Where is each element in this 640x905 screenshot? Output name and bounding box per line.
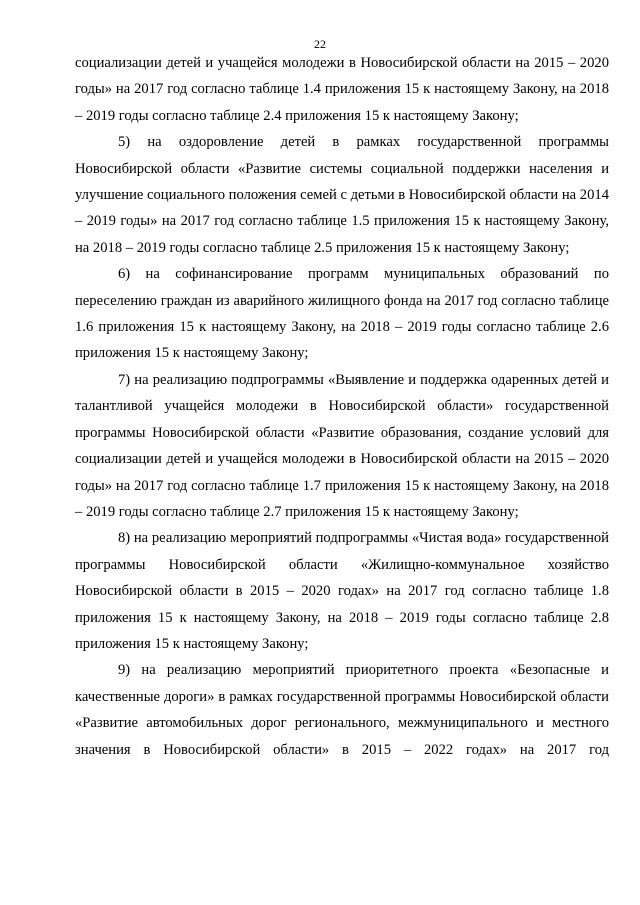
paragraph-item-7: 7) на реализацию подпрограммы «Выявление и поддержка одаренных детей и талантливой учащейся молодежи в Новосибирской области» государственной программы Новосибирской области «Развитие образования, создание условий для социализации детей и учащейся молодежи в Новосибирской области на 2015 – 2020 годы» на 2017 год согласно таблице 1.7 приложения 15 к настоящему Закону, на 2018 – 2019 годы согласно таблице 2.7 приложения 15 к настоящему Закону; [75,371,609,520]
paragraph-item-5: 5) на оздоровление детей в рамках государственной программы Новосибирской области «Развитие системы социальной поддержки населения и улучшение социального положения семей с детьми в Новосибирской области на 2014 – 2019 годы» на 2017 год согласно таблице 1.5 приложения 15 к настоящему Закону, на 2018 – 2019 годы согласно таблице 2.5 приложения 15 к настоящему Закону; [75,134,609,256]
page-number: 22 [314,37,326,51]
document-body [75,50,609,763]
paragraph-item-8: 8) на реализацию мероприятий подпрограммы «Чистая вода» государственной программы Новосибирской области «Жилищно-коммунальное хозяйство Новосибирской области в 2015 – 2020 годах» на 2017 год согласно таблице 1.8 приложения 15 к настоящему Закону, на 2018 – 2019 годы согласно таблице 2.8 приложения 15 к настоящему Закону; [75,530,609,652]
paragraph-continuation: социализации детей и учащейся молодежи в Новосибирской области на 2015 – 2020 годы» на 2017 год согласно таблице 1.4 приложения 15 к настоящему Закону, на 2018 – 2019 годы согласно таблице 2.4 приложения 15 к настоящему Закону; [75,55,609,124]
paragraph-item-6: 6) на софинансирование программ муниципальных образований по переселению граждан из аварийного жилищного фонда на 2017 год согласно таблице 1.6 приложения 15 к настоящему Закону, на 2018 – 2019 годы согласно таблице 2.6 приложения 15 к настоящему Закону; [75,266,609,362]
paragraph-item-9: 9) на реализацию мероприятий приоритетного проекта «Безопасные и качественные дороги» в рамках государственной программы Новосибирской области «Развитие автомобильных дорог регионального, межмуниципального и местного значения в Новосибирской области» в 2015 – 2022 годах» на 2017 год [75,662,609,758]
